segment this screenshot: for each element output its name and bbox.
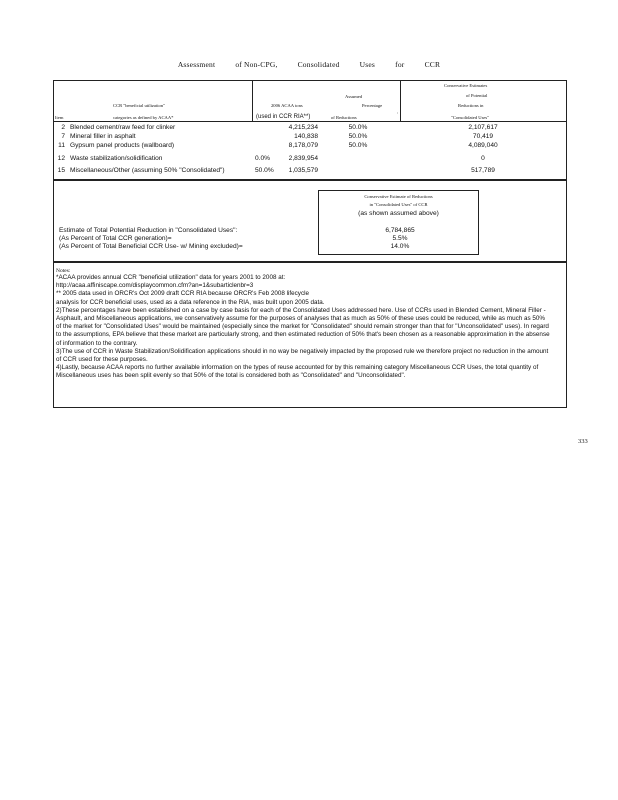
row-assumed: 50.0%	[348, 142, 368, 149]
row-category: Waste stabilization/solidification	[70, 155, 163, 162]
header-conservative-line2: of Potential	[466, 93, 488, 98]
summary-box-line1: Conservative Estimate of Reductions	[364, 194, 433, 199]
summary-pct-gen-label: (As Percent of Total CCR generation)=	[59, 235, 172, 242]
summary-pct-use-label: (As Percent of Total Beneficial CCR Use- w/ Mining excluded)=	[59, 243, 243, 250]
row-reduction: 2,107,617	[468, 124, 498, 131]
note-line: 2)These percentages have been established on a case by case basis for each of the Consolidated Uses addressed here. Use of CCRs used in Blended Cement, Mineral Filler - Asphault, and Miscellaneous applications, we conservatively assume for the purposes of analyses that as much as 50% of these uses could be reduced, while as much as 50% of the market for "Consolidated Uses" would be maintained (especially since the market for "Consolidated" should remain stronger than that for "Unconsolidated" uses). In regard to the assumptions, EPA believe that these market are particularly strong, and then estimated reduction of 50% that's been chosen as a reasonable approximation in the absense of information to the contrary.	[56, 306, 550, 347]
header-assumed-mark: :	[397, 110, 399, 115]
page-title	[0, 60, 618, 69]
row-reduction: 4,089,040	[468, 142, 498, 149]
header-ccr-categories-line1: CCR "beneficial utilization"	[113, 103, 165, 108]
column-divider	[400, 80, 401, 121]
header-conservative-line4: "Consolidated Uses"	[451, 115, 490, 120]
row-item: 2	[61, 124, 65, 131]
header-assumed-line2: Percentage	[362, 103, 383, 108]
row-reduction: 517,789	[471, 167, 495, 174]
title-word: Consolidated	[297, 60, 340, 69]
header-conservative-line1: Conservative Estimates	[444, 83, 488, 88]
page-number: 333	[578, 438, 588, 445]
summary-pct-use-value: 14.0%	[390, 243, 410, 250]
row-item: 15	[57, 167, 65, 174]
row-tons: 4,215,234	[288, 124, 318, 131]
row-category: Gypsum panel products (wallboard)	[70, 142, 175, 149]
title-word: of Non-CPG,	[235, 60, 278, 69]
header-divider	[53, 121, 567, 122]
note-line: http://acaa.affiniscape.com/displaycommon.cfm?an=1&subarticlenbr=3	[56, 282, 254, 290]
row-tons: 2,839,954	[288, 155, 318, 162]
note-line: ** 2005 data used in ORCR's Oct 2009 draft CCR RIA because ORCR's Feb 2008 lifecycle	[56, 290, 310, 298]
row-category: Blended cement/raw feed for clinker	[70, 124, 176, 131]
note-line: analysis for CCR beneficial uses, used as a data reference in the RIA, was built upon 2005 data.	[56, 298, 325, 306]
row-pct: 0.0%	[255, 155, 271, 162]
summary-total-value: 6,784,865	[385, 227, 415, 234]
header-acaa-tons-line1: 2006 ACAA tons	[271, 103, 303, 108]
row-category: Mineral filler in asphalt	[70, 133, 136, 140]
header-assumed-line1: Assumed	[345, 94, 363, 99]
summary-box-line2: in "Consolidated Uses" of CCR	[369, 202, 428, 207]
header-acaa-tons-line2: (used in CCR RIA**)	[256, 114, 311, 120]
notes-heading: Notes:	[56, 268, 71, 274]
row-tons: 1,035,579	[288, 167, 318, 174]
row-assumed: 50.0%	[348, 124, 368, 131]
note-line: 3)The use of CCR in Waste Stabilization/Solidification applications should in no way be negatively impacted by the proposed rule we therefore project no reduction in the amount of CCR used for these purposes.	[56, 347, 549, 364]
summary-pct-gen-value: 5.5%	[392, 235, 408, 242]
header-conservative-line3: Reductions in	[458, 103, 484, 108]
row-reduction: 70,419	[472, 133, 494, 140]
header-item: Item	[55, 115, 64, 120]
row-reduction: 0	[481, 155, 485, 162]
title-word: Uses	[359, 60, 376, 69]
summary-total-label: Estimate of Total Potential Reduction in "Consolidated Uses":	[59, 227, 238, 234]
title-word: for	[395, 60, 405, 69]
notes	[56, 268, 550, 381]
title-word: Assessment	[177, 60, 216, 69]
column-divider	[252, 80, 253, 121]
row-assumed: 50.0%	[348, 133, 368, 140]
header-ccr-categories-line2: categories as defined by ACAA*	[113, 115, 174, 120]
row-tons: 8,178,079	[288, 142, 318, 149]
row-pct: 50.0%	[255, 167, 274, 174]
row-item: 11	[58, 142, 65, 149]
header-assumed-line3: of Reductions	[331, 115, 357, 120]
note-line: *ACAA provides annual CCR "beneficial utilization" data for years 2001 to 2008 at:	[56, 274, 286, 281]
row-tons: 140,838	[294, 133, 318, 140]
row-category: Miscellaneous/Other (assuming 50% "Consolidated")	[70, 167, 225, 174]
title-word: CCR	[424, 60, 441, 69]
row-item: 7	[61, 133, 65, 140]
row-item: 12	[57, 155, 65, 162]
summary-box-line3: (as shown assumed above)	[358, 210, 439, 217]
note-line: 4)Lastly, because ACAA reports no further available information on the types of reuse accounted for by this remaining category Miscellaneous CCR Uses, the total quantity of Miscellaneous uses has been split evenly so that 50% of the total is considered both as "Consolidated" and "Unconsolidated".	[56, 364, 539, 380]
